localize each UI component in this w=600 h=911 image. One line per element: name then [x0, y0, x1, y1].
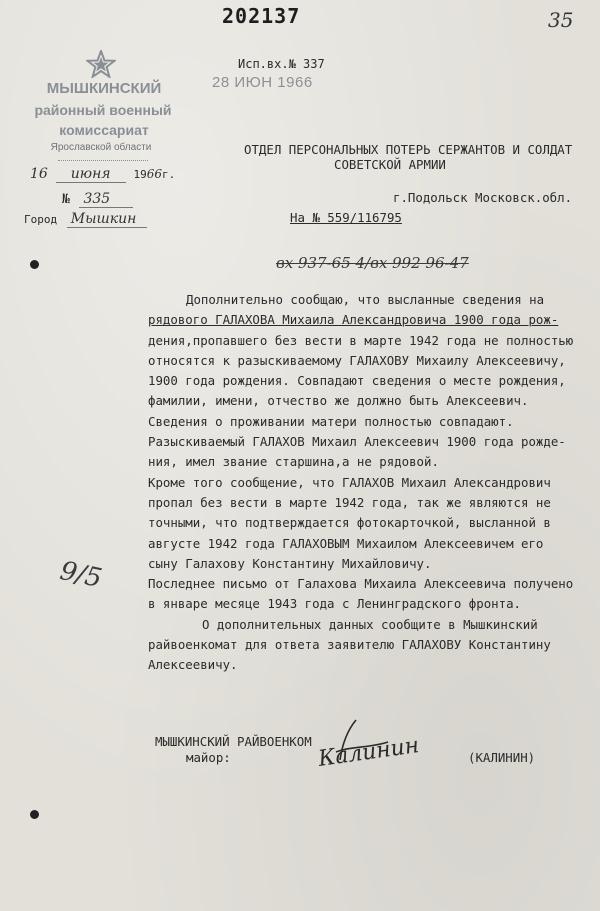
stamp-line-3: комиссариат: [59, 122, 149, 138]
stamp-line-2: районный военный: [34, 102, 172, 118]
sender-date: [30, 166, 175, 183]
signatory-org: МЫШКИНСКИЙ РАЙВОЕНКОМ: [155, 734, 312, 749]
date-year-prefix: 19: [133, 168, 147, 181]
body-line: фамилии, имени, отчество же должно быть Алексеевич.: [148, 393, 529, 409]
incoming-date-stamp: 28 ИЮН 1966: [212, 74, 313, 91]
stamp-line-1: МЫШКИНСКИЙ: [46, 80, 162, 97]
date-month: июня: [56, 166, 126, 183]
sender-number: [62, 188, 133, 208]
incoming-ref: Исп.вх.№ 337: [238, 57, 325, 71]
stamp-line-4: Ярославской области: [50, 142, 152, 153]
letter-body: [148, 290, 588, 676]
punch-hole-top: [30, 260, 39, 269]
margin-note: 9/5: [57, 555, 105, 595]
signatory-rank: майор:: [186, 750, 231, 765]
addressee-city: г.Подольск Московск.обл.: [393, 190, 573, 205]
body-line: Кроме того сообщение, что ГАЛАХОВ Михаил Александрович: [148, 474, 551, 490]
body-line: Дополнительно сообщаю, что высланные сведения на: [186, 292, 545, 307]
addressee-ref: На № 559/116795: [290, 210, 402, 225]
signatory-name: (КАЛИНИН): [468, 750, 536, 765]
doc-number: 202137: [222, 4, 301, 28]
body-line: сыну Галахову Константину Михайловичу.: [148, 555, 432, 571]
star-icon: [86, 50, 116, 78]
body-line: пропал без вести в марте 1942 года, так же являются не: [148, 494, 551, 510]
struck-ref: вх 937-65 4/вх 992 96-47: [276, 254, 469, 272]
body-line: 1900 года рождения. Совпадают сведения о месте рождения,: [148, 373, 566, 389]
addressee-line-1: ОТДЕЛ ПЕРСОНАЛЬНЫХ ПОТЕРЬ СЕРЖАНТОВ И СОЛДАТ: [244, 142, 573, 157]
body-line: Последнее письмо от Галахова Михаила Алексеевича получено: [148, 576, 574, 592]
body-line: относятся к разыскиваемому ГАЛАХОВУ Михаилу Алексеевичу,: [148, 352, 566, 368]
body-line: рядового ГАЛАХОВА Михаила Александровича 1900 года рож-: [148, 312, 559, 328]
body-line: Разыскиваемый ГАЛАХОВ Михаил Алексеевич 1900 года рожде-: [148, 434, 566, 450]
city-label: Город: [24, 213, 58, 226]
body-line: О дополнительных данных сообщите в Мышкинский: [202, 616, 538, 632]
signature: Калинин: [316, 733, 421, 772]
addressee-line-2: СОВЕТСКОЙ АРМИИ: [334, 157, 446, 172]
number-label: №: [62, 192, 70, 207]
date-suffix: г.: [162, 168, 176, 181]
signature-flourish: [326, 716, 396, 766]
body-line: точными, что подтверждается фотокарточкой, высланной в: [148, 515, 551, 531]
body-line: Сведения о проживании матери полностью совпадают.: [148, 413, 514, 429]
page-number: 35: [548, 8, 574, 32]
stamp-divider: [58, 160, 148, 161]
date-year: 66: [146, 167, 163, 181]
body-line: дения,пропавшего без вести в марте 1942 года не полностью: [148, 332, 574, 348]
number-value: 335: [79, 191, 133, 208]
body-line: Алексеевичу.: [148, 657, 238, 673]
body-line: ния, имел звание старшина,а не рядовой.: [148, 454, 439, 470]
body-line: в январе месяце 1943 года с Ленинградского фронта.: [148, 596, 521, 612]
date-day: 16: [30, 166, 48, 182]
punch-hole-bottom: [30, 810, 39, 819]
body-line: августе 1942 года ГАЛАХОВЫМ Михаилом Алексеевичем его: [148, 535, 544, 551]
body-line: райвоенкомат для ответа заявителю ГАЛАХОВУ Константину: [148, 637, 551, 653]
sender-city: [24, 208, 147, 228]
city-value: Мышкин: [67, 211, 147, 228]
